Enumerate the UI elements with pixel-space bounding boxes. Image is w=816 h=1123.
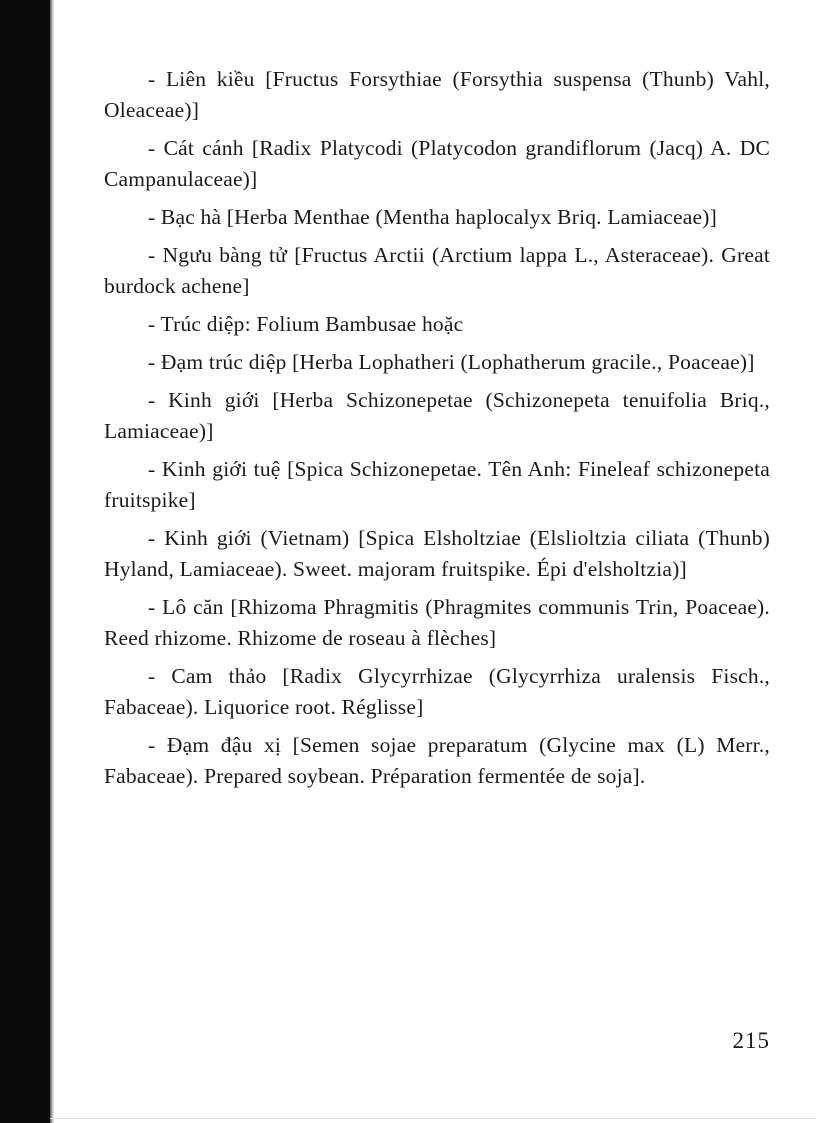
entry-kinh-gioi-vietnam: - Kinh giới (Vietnam) [Spica Elsholtziae (Elslioltzia ciliata (Thunb) Hyland, Lamiaceae). Sweet. majoram fruitspike. Épi d'elsholtzia)] <box>104 526 770 581</box>
entry-bac-ha: - Bạc hà [Herba Menthae (Mentha haplocalyx Briq. Lamiaceae)] <box>148 205 717 229</box>
book-binding-edge <box>0 0 50 1123</box>
entry-dam-truc-diep: - Đạm trúc diệp [Herba Lophatheri (Lophatherum gracile., Poaceae)] <box>148 350 755 374</box>
page-number: 215 <box>732 1028 770 1053</box>
entry-truc-diep: - Trúc diệp: Folium Bambusae hoặc <box>148 312 464 336</box>
entry-dam-dau-xi: - Đạm đậu xị [Semen sojae preparatum (Glycine max (L) Merr., Fabaceae). Prepared soybean. Préparation fermentée de soja]. <box>104 733 770 788</box>
entry-nguu-bang-tu: - Ngưu bàng tử [Fructus Arctii (Arctium lappa L., Asteraceae). Great burdock achene] <box>104 243 770 298</box>
entry-lien-kieu: - Liên kiều [Fructus Forsythiae (Forsythia suspensa (Thunb) Vahl, Oleaceae)] <box>104 67 770 122</box>
entry-kinh-gioi-tue: - Kinh giới tuệ [Spica Schizonepetae. Tên Anh: Fineleaf schizonepeta fruitspike] <box>104 457 770 512</box>
entry-cam-thao: - Cam thảo [Radix Glycyrrhizae (Glycyrrhiza uralensis Fisch., Fabaceae). Liquorice root. Réglisse] <box>104 664 770 719</box>
entry-kinh-gioi: - Kinh giới [Herba Schizonepetae (Schizonepeta tenuifolia Briq., Lamiaceae)] <box>104 388 770 443</box>
entry-lo-can: - Lô căn [Rhizoma Phragmitis (Phragmites communis Trin, Poaceae). Reed rhizome. Rhizome de roseau à flèches] <box>104 595 770 650</box>
page-body <box>104 64 770 799</box>
page-bottom-divider <box>50 1118 816 1119</box>
entry-cat-canh: - Cát cánh [Radix Platycodi (Platycodon grandiflorum (Jacq) A. DC Campanulaceae)] <box>104 136 770 191</box>
